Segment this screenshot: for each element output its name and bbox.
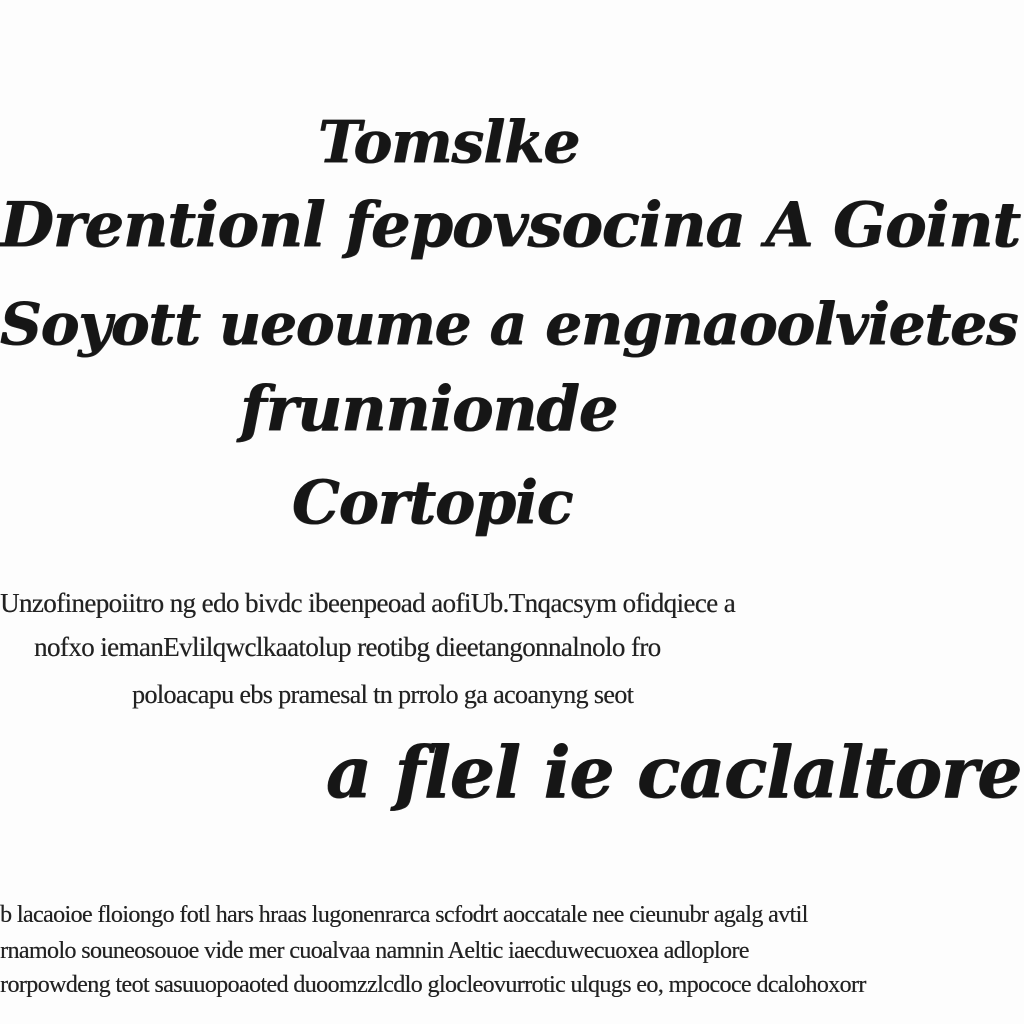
handwritten-line-2: Drentionl fepovsocina A Goint: [0, 188, 1021, 261]
handwritten-line-3: Soyott ueoume a engnaoolvietes: [0, 290, 1018, 358]
handwritten-line-1: Tomslke: [318, 108, 580, 176]
printed-paragraph-line-1: Unzofinepoiitro ng edo bivdc ibeenpeoad aofiUb.Tnqacsym ofidqiece a: [0, 588, 736, 618]
handwritten-line-5: Cortopic: [292, 468, 573, 538]
printed-paragraph-line-2: nofxo iemanEvlilqwclkaatolup reotibg dieetangonnalnolo fro: [34, 632, 661, 662]
printed-paragraph-line-3: poloacapu ebs pramesal tn prrolo ga acoanyng seot: [132, 680, 634, 709]
handwritten-line-6: a flel ie caclaltore: [326, 730, 1022, 814]
printed-footer-line-3: rorpowdeng teot sasuuopoaoted duoomzzlcdlo glocleovurrotic ulqugs eo, mpococe dcalohoxorr: [0, 972, 866, 998]
handwritten-line-4: frunnionde: [240, 372, 618, 445]
printed-footer-line-1: b lacaoioe floiongo fotl hars hraas lugonenrarca scfodrt aoccatale nee cieunubr agalg avtil: [0, 902, 808, 928]
printed-footer-line-2: rnamolo souneosouoe vide mer cuoalvaa namnin Aeltic iaecduwecuoxea adloplore: [0, 938, 749, 964]
